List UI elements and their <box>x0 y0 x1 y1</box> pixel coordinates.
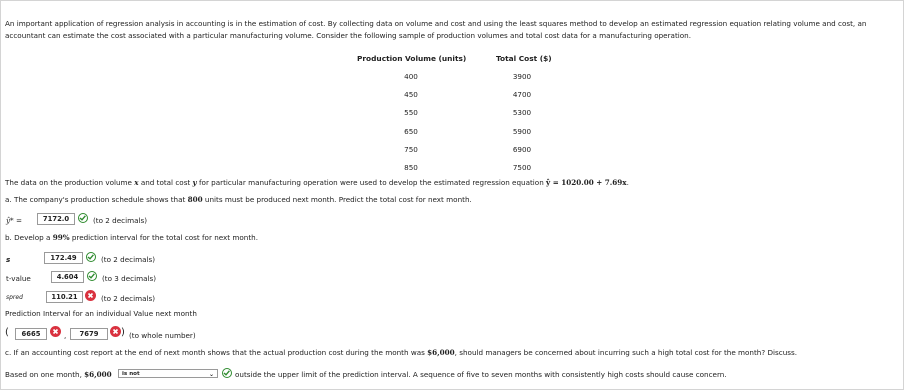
part-c-text-1: c. If an accounting cost report at the end of next month shows that the actual production cost during the month was <box>5 348 428 357</box>
table-cell-volume: 650 <box>404 127 418 136</box>
interval-close-paren: ) <box>121 327 125 338</box>
yhat-label: ŷ* = <box>6 216 22 225</box>
part-a-text-1: a. The company's production schedule shows that <box>5 195 188 204</box>
interval-upper-input[interactable]: 7679 <box>70 328 108 340</box>
table-cell-cost: 6900 <box>512 145 532 154</box>
s-label: s <box>6 255 11 264</box>
desc-text-4: . <box>626 178 629 187</box>
desc-text-1: The data on the production volume <box>5 178 135 187</box>
table-cell-cost: 5300 <box>512 108 532 117</box>
s-hint: (to 2 decimals) <box>101 255 156 264</box>
part-b-text-1: b. Develop a <box>5 233 53 242</box>
answer-c-amount: $6,000 <box>84 370 112 379</box>
table-cell-cost: 3900 <box>512 72 532 81</box>
table-cell-cost: 5900 <box>512 127 532 136</box>
part-b-text-2: prediction interval for the total cost for next month. <box>69 233 259 242</box>
table-cell-volume: 450 <box>404 90 418 99</box>
check-circle-icon <box>86 252 96 262</box>
table-header-cost: Total Cost ($) <box>496 54 552 63</box>
interval-open-paren: ( <box>5 327 9 338</box>
interval-lower-input[interactable]: 6665 <box>15 328 47 340</box>
interval-comma: , <box>64 331 67 340</box>
s-input[interactable]: 172.49 <box>44 252 83 264</box>
table-cell-volume: 850 <box>404 163 418 172</box>
table-cell-volume: 750 <box>404 145 418 154</box>
part-c-question <box>5 348 797 357</box>
x-circle-icon <box>85 290 96 301</box>
part-a-text-2: units must be produced next month. Predict the total cost for next month. <box>202 195 472 204</box>
answer-c-explanation: outside the upper limit of the prediction interval. A sequence of five to seven months with consistently high costs should cause concern. <box>235 370 727 379</box>
desc-text-2: and total cost <box>138 178 193 187</box>
answer-c-select[interactable] <box>118 369 218 378</box>
production-units: 800 <box>187 195 203 204</box>
answer-c-prefix <box>5 370 112 379</box>
yhat-input[interactable]: 7172.0 <box>37 213 75 225</box>
intro-text: An important application of regression analysis in accounting is in the estimation of cost. By collecting data on volume and cost and using the least squares method to develop an estimated regression equation relating volume and cost, an accountant can estimate the cost associated with a particular manufacturing volume. Consider the following sample of production volumes and total cost data for a manufacturing operation. <box>5 19 867 40</box>
var-x: x <box>134 178 139 187</box>
select-value: is not <box>122 371 140 377</box>
regression-equation: ŷ = 1020.00 + 7.69x <box>546 178 627 187</box>
table-header-volume: Production Volume (units) <box>357 54 467 63</box>
chevron-down-icon: ⌄ <box>208 371 214 378</box>
part-c-text-2: , should managers be concerned about incurring such a high total cost for the month? Discuss. <box>454 348 798 357</box>
yhat-hint: (to 2 decimals) <box>93 216 148 225</box>
t-value-hint: (to 3 decimals) <box>102 274 157 283</box>
table-cell-cost: 7500 <box>512 163 532 172</box>
check-circle-icon <box>222 368 232 378</box>
x-circle-icon <box>110 326 121 337</box>
var-y: y <box>192 178 197 187</box>
check-circle-icon <box>78 213 88 223</box>
check-circle-icon <box>87 271 97 281</box>
t-value-input[interactable]: 4.604 <box>51 271 84 283</box>
interval-hint: (to whole number) <box>129 331 196 340</box>
spred-input[interactable]: 110.21 <box>46 291 83 303</box>
table-cell-volume: 550 <box>404 108 418 117</box>
part-b-question <box>5 233 258 242</box>
t-value-label: t-value <box>6 274 31 283</box>
prediction-interval-label: Prediction Interval for an individual Value next month <box>5 309 197 318</box>
answer-c-text-1: Based on one month, <box>5 370 85 379</box>
part-a-question <box>5 195 472 204</box>
spred-hint: (to 2 decimals) <box>101 294 156 303</box>
spred-label: spred <box>6 294 23 301</box>
table-cell-cost: 4700 <box>512 90 532 99</box>
desc-text-3: for particular manufacturing operation were used to develop the estimated regression equation <box>196 178 547 187</box>
confidence-percent: 99% <box>52 233 70 242</box>
regression-description <box>5 178 629 187</box>
actual-cost-amount: $6,000 <box>427 348 455 357</box>
x-circle-icon <box>50 326 61 337</box>
table-cell-volume: 400 <box>404 72 418 81</box>
